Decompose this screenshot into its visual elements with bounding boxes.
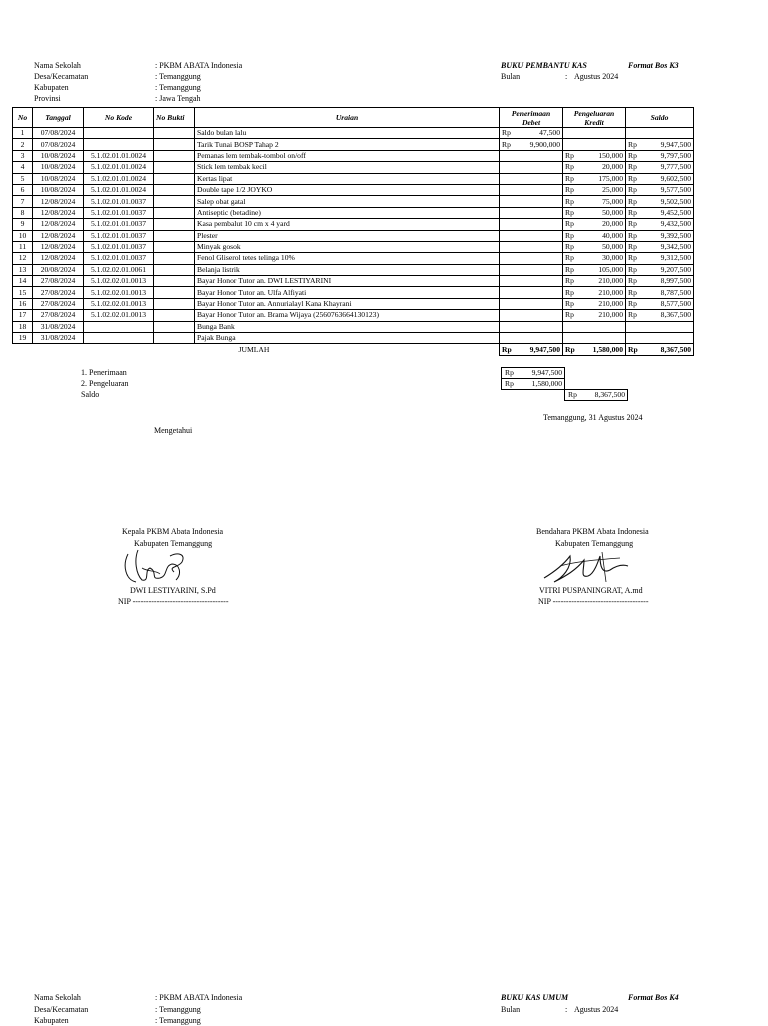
cell-kode: 5.1.02.01.01.0037 [84, 219, 154, 230]
cell-saldo-currency: Rp [626, 162, 643, 173]
table-row [13, 219, 694, 230]
cell-kode: 5.1.02.01.01.0037 [84, 196, 154, 207]
label-nama-sekolah: Nama Sekolah [34, 61, 81, 70]
cell-saldo-currency: Rp [626, 310, 643, 321]
cell-kode: 5.1.02.01.01.0037 [84, 241, 154, 252]
cell-bukti [154, 241, 195, 252]
cell-bukti [154, 321, 195, 332]
cell-saldo-currency: Rp [626, 196, 643, 207]
month-separator: : [565, 72, 568, 81]
cell-uraian: Antiseptic (betadine) [195, 207, 500, 218]
table-row [13, 287, 694, 298]
table-row [13, 173, 694, 184]
cell-uraian: Double tape 1/2 JOYKO [195, 184, 500, 195]
cell-debet [517, 219, 563, 230]
format-code: Format Bos K3 [628, 61, 679, 70]
ledger-body [13, 128, 694, 344]
cell-no: 7 [13, 196, 33, 207]
right-signer-title: Bendahara PKBM Abata Indonesia [536, 527, 649, 536]
cell-kode [84, 139, 154, 150]
cell-no: 19 [13, 333, 33, 344]
cell-debet-currency [500, 253, 517, 264]
cell-kode [84, 128, 154, 139]
cell-kredit-currency [563, 128, 580, 139]
cell-uraian: Bunga Bank [195, 321, 500, 332]
cell-saldo-currency: Rp [626, 287, 643, 298]
cell-debet-currency [500, 276, 517, 287]
cell-tanggal: 31/08/2024 [33, 321, 84, 332]
cell-debet [517, 184, 563, 195]
cell-tanggal: 10/08/2024 [33, 184, 84, 195]
cell-kredit-currency: Rp [563, 264, 580, 275]
cell-saldo: 9,207,500 [643, 264, 694, 275]
cell-kredit-currency: Rp [563, 150, 580, 161]
summary-penerimaan-box [501, 367, 565, 378]
next-value-nama-sekolah: : PKBM ABATA Indonesia [155, 993, 243, 1002]
cell-debet [517, 207, 563, 218]
summary-penerimaan-value: 9,947,500 [531, 368, 562, 377]
cell-saldo: 8,787,500 [643, 287, 694, 298]
cell-debet: 47,500 [517, 128, 563, 139]
next-label-nama-sekolah: Nama Sekolah [34, 993, 81, 1002]
next-label-desa-kecamatan: Desa/Kecamatan [34, 1005, 89, 1014]
cell-no: 4 [13, 162, 33, 173]
cell-debet-currency [500, 310, 517, 321]
cell-saldo: 9,452,500 [643, 207, 694, 218]
cell-saldo: 9,312,500 [643, 253, 694, 264]
cell-saldo [643, 321, 694, 332]
cell-bukti [154, 184, 195, 195]
cell-no: 17 [13, 310, 33, 321]
summary-saldo-box [564, 389, 628, 401]
cell-tanggal: 12/08/2024 [33, 196, 84, 207]
table-row [13, 241, 694, 252]
cell-bukti [154, 219, 195, 230]
cell-kredit-currency: Rp [563, 230, 580, 241]
cell-saldo [643, 128, 694, 139]
cell-debet [517, 287, 563, 298]
cell-kredit: 210,000 [580, 298, 626, 309]
cell-debet-currency [500, 321, 517, 332]
cell-kode [84, 321, 154, 332]
cell-debet-currency [500, 173, 517, 184]
col-header-tanggal: Tanggal [33, 108, 84, 128]
cell-debet [517, 162, 563, 173]
cell-kredit-currency [563, 321, 580, 332]
cell-debet [517, 264, 563, 275]
cell-kredit-currency: Rp [563, 276, 580, 287]
cell-kredit-currency: Rp [563, 287, 580, 298]
cell-kredit [580, 333, 626, 344]
cell-uraian: Stick lem tembak kecil [195, 162, 500, 173]
table-row [13, 230, 694, 241]
cell-no: 15 [13, 287, 33, 298]
cell-kredit: 30,000 [580, 253, 626, 264]
cell-tanggal: 12/08/2024 [33, 253, 84, 264]
cell-kode: 5.1.02.01.01.0024 [84, 162, 154, 173]
cell-kode: 5.1.02.01.01.0037 [84, 230, 154, 241]
cell-tanggal: 12/08/2024 [33, 207, 84, 218]
cell-no: 13 [13, 264, 33, 275]
left-signature-image [120, 546, 195, 588]
cell-saldo: 9,777,500 [643, 162, 694, 173]
cell-saldo: 9,577,500 [643, 184, 694, 195]
cell-kredit: 50,000 [580, 241, 626, 252]
summary-pengeluaran-value: 1,580,000 [531, 379, 562, 388]
cell-bukti [154, 287, 195, 298]
table-row [13, 196, 694, 207]
cell-debet-currency: Rp [500, 139, 517, 150]
cell-kredit-currency: Rp [563, 196, 580, 207]
cell-kode: 5.1.02.02.01.0013 [84, 298, 154, 309]
label-desa-kecamatan: Desa/Kecamatan [34, 72, 89, 81]
table-row [13, 128, 694, 139]
cell-no: 10 [13, 230, 33, 241]
cell-debet-currency [500, 150, 517, 161]
cell-saldo: 9,432,500 [643, 219, 694, 230]
total-saldo: 8,367,500 [643, 344, 694, 355]
cell-saldo-currency: Rp [626, 139, 643, 150]
book-title: BUKU PEMBANTU KAS [501, 61, 587, 70]
cell-debet [517, 150, 563, 161]
cell-debet [517, 173, 563, 184]
cell-tanggal: 12/08/2024 [33, 241, 84, 252]
total-saldo-currency: Rp [626, 344, 643, 355]
cell-debet [517, 253, 563, 264]
cell-uraian: Belanja listrik [195, 264, 500, 275]
cell-tanggal: 10/08/2024 [33, 173, 84, 184]
next-value-kabupaten: : Temanggung [155, 1016, 201, 1025]
cell-debet: 9,900,000 [517, 139, 563, 150]
cell-kredit-currency: Rp [563, 184, 580, 195]
cell-bukti [154, 139, 195, 150]
month-label: Bulan [501, 72, 521, 81]
next-book-title: BUKU KAS UMUM [501, 993, 569, 1002]
cell-kode [84, 333, 154, 344]
col-header-no: No [13, 108, 33, 128]
cell-kredit: 210,000 [580, 310, 626, 321]
cell-kredit: 20,000 [580, 162, 626, 173]
table-row [13, 321, 694, 332]
cell-no: 9 [13, 219, 33, 230]
cell-debet [517, 196, 563, 207]
table-header-row [13, 108, 694, 128]
value-provinsi: : Jawa Tengah [155, 94, 201, 103]
cell-no: 2 [13, 139, 33, 150]
cell-kode: 5.1.02.02.01.0013 [84, 287, 154, 298]
cell-no: 16 [13, 298, 33, 309]
ledger-table [12, 107, 694, 356]
cell-kredit-currency: Rp [563, 173, 580, 184]
cell-tanggal: 27/08/2024 [33, 276, 84, 287]
table-row [13, 139, 694, 150]
summary-pengeluaran-label: 2. Pengeluaran [81, 379, 129, 388]
table-row [13, 150, 694, 161]
col-header-kode: No Kode [84, 108, 154, 128]
cell-bukti [154, 298, 195, 309]
left-signer-region: Kabupaten Temanggung [134, 539, 213, 548]
cell-kredit: 40,000 [580, 230, 626, 241]
cell-uraian: Tarik Tunai BOSP Tahap 2 [195, 139, 500, 150]
cell-kode: 5.1.02.02.01.0013 [84, 276, 154, 287]
cell-tanggal: 10/08/2024 [33, 162, 84, 173]
cell-kode: 5.1.02.01.01.0037 [84, 253, 154, 264]
summary-saldo-label: Saldo [81, 390, 100, 399]
next-month-value: Agustus 2024 [574, 1005, 619, 1014]
total-debet-currency: Rp [500, 344, 517, 355]
cell-kredit-currency: Rp [563, 219, 580, 230]
cell-debet-currency [500, 264, 517, 275]
cell-kredit-currency: Rp [563, 253, 580, 264]
cell-kredit [580, 139, 626, 150]
cell-no: 1 [13, 128, 33, 139]
left-signer-name: DWI LESTIYARINI, S.Pd [130, 586, 216, 595]
cell-tanggal: 27/08/2024 [33, 298, 84, 309]
cell-uraian: Kertas lipat [195, 173, 500, 184]
left-signer-nip: NIP ------------------------------------ [118, 597, 229, 606]
cell-kredit-currency: Rp [563, 241, 580, 252]
cell-debet-currency [500, 333, 517, 344]
cell-bukti [154, 276, 195, 287]
next-label-kabupaten: Kabupaten [34, 1016, 69, 1025]
cell-bukti [154, 333, 195, 344]
next-format-code: Format Bos K4 [628, 993, 679, 1002]
col-header-bukti: No Bukti [154, 108, 195, 128]
cell-saldo-currency: Rp [626, 276, 643, 287]
table-row [13, 207, 694, 218]
cell-kredit [580, 128, 626, 139]
cell-no: 14 [13, 276, 33, 287]
cell-debet [517, 333, 563, 344]
cell-debet [517, 276, 563, 287]
cell-kredit: 50,000 [580, 207, 626, 218]
cell-kode: 5.1.02.01.01.0037 [84, 207, 154, 218]
cell-saldo-currency: Rp [626, 219, 643, 230]
table-row [13, 253, 694, 264]
value-kabupaten: : Temanggung [155, 83, 201, 92]
cell-kredit [580, 321, 626, 332]
cell-bukti [154, 310, 195, 321]
mengetahui-label: Mengetahui [154, 426, 193, 435]
cell-saldo-currency: Rp [626, 264, 643, 275]
summary-pengeluaran-currency: Rp [505, 379, 514, 388]
cell-saldo: 9,502,500 [643, 196, 694, 207]
cell-kredit: 75,000 [580, 196, 626, 207]
cell-saldo-currency: Rp [626, 241, 643, 252]
cell-saldo-currency [626, 128, 643, 139]
cell-tanggal: 27/08/2024 [33, 287, 84, 298]
cell-debet-currency [500, 162, 517, 173]
cell-bukti [154, 253, 195, 264]
cell-bukti [154, 150, 195, 161]
cell-tanggal: 07/08/2024 [33, 128, 84, 139]
cell-kredit: 25,000 [580, 184, 626, 195]
cell-saldo-currency: Rp [626, 173, 643, 184]
label-kabupaten: Kabupaten [34, 83, 69, 92]
cell-uraian: Pemanas lem tembak-tombol on/off [195, 150, 500, 161]
cell-bukti [154, 128, 195, 139]
cell-debet-currency [500, 219, 517, 230]
cell-debet [517, 321, 563, 332]
cell-uraian: Bayar Honor Tutor an. Ulfa Alfiyati [195, 287, 500, 298]
cell-saldo: 9,797,500 [643, 150, 694, 161]
cell-uraian: Bayar Honor Tutor an. DWI LESTIYARINI [195, 276, 500, 287]
cell-saldo-currency [626, 333, 643, 344]
cell-no: 12 [13, 253, 33, 264]
table-row [13, 264, 694, 275]
cell-saldo-currency: Rp [626, 184, 643, 195]
cell-debet-currency [500, 298, 517, 309]
cell-uraian: Saldo bulan lalu [195, 128, 500, 139]
right-signature-image [540, 548, 632, 586]
cell-saldo [643, 333, 694, 344]
cell-kredit-currency [563, 333, 580, 344]
col-header-kredit: Pengeluaran Kredit [563, 108, 626, 128]
cell-kredit-currency: Rp [563, 310, 580, 321]
cell-tanggal: 12/08/2024 [33, 230, 84, 241]
cell-uraian: Kasa pembalut 10 cm x 4 yard [195, 219, 500, 230]
cell-uraian: Bayar Honor Tutor an. Annurialayl Kana Khayrani [195, 298, 500, 309]
cell-tanggal: 20/08/2024 [33, 264, 84, 275]
cell-no: 6 [13, 184, 33, 195]
cell-kode: 5.1.02.01.01.0024 [84, 184, 154, 195]
cell-bukti [154, 264, 195, 275]
table-row [13, 310, 694, 321]
cell-bukti [154, 173, 195, 184]
cell-no: 5 [13, 173, 33, 184]
cell-tanggal: 27/08/2024 [33, 310, 84, 321]
cell-saldo: 9,342,500 [643, 241, 694, 252]
summary-saldo-value: 8,367,500 [594, 390, 625, 399]
cell-no: 8 [13, 207, 33, 218]
next-value-desa-kecamatan: : Temanggung [155, 1005, 201, 1014]
cell-kredit: 175,000 [580, 173, 626, 184]
cell-uraian: Fenol Gliserol tetes telinga 10% [195, 253, 500, 264]
cell-kredit: 20,000 [580, 219, 626, 230]
cell-tanggal: 31/08/2024 [33, 333, 84, 344]
cell-bukti [154, 207, 195, 218]
cell-debet [517, 310, 563, 321]
value-desa-kecamatan: : Temanggung [155, 72, 201, 81]
table-row [13, 184, 694, 195]
cell-saldo-currency: Rp [626, 253, 643, 264]
cell-kredit: 210,000 [580, 276, 626, 287]
cell-debet [517, 241, 563, 252]
cell-uraian: Salep obat gatal [195, 196, 500, 207]
cell-saldo: 9,392,500 [643, 230, 694, 241]
cell-no: 18 [13, 321, 33, 332]
cell-uraian: Pajak Bunga [195, 333, 500, 344]
cell-saldo: 8,997,500 [643, 276, 694, 287]
cell-kredit-currency: Rp [563, 207, 580, 218]
cell-bukti [154, 230, 195, 241]
cell-debet [517, 298, 563, 309]
right-signer-region: Kabupaten Temanggung [555, 539, 634, 548]
cell-uraian: Bayar Honor Tutor an. Brama Wijaya (2560763664130123) [195, 310, 500, 321]
col-header-debet: Penerimaan Debet [500, 108, 563, 128]
month-value: Agustus 2024 [574, 72, 619, 81]
table-row [13, 276, 694, 287]
cell-debet-currency [500, 241, 517, 252]
cell-bukti [154, 196, 195, 207]
cell-kredit-currency: Rp [563, 298, 580, 309]
cell-kode: 5.1.02.02.01.0061 [84, 264, 154, 275]
total-kredit-currency: Rp [563, 344, 580, 355]
next-month-separator: : [565, 1005, 568, 1014]
cell-saldo: 8,367,500 [643, 310, 694, 321]
cell-kode: 5.1.02.01.01.0024 [84, 173, 154, 184]
value-nama-sekolah: : PKBM ABATA Indonesia [155, 61, 243, 70]
cell-saldo-currency: Rp [626, 207, 643, 218]
cell-tanggal: 07/08/2024 [33, 139, 84, 150]
left-signer-title: Kepala PKBM Abata Indonesia [122, 527, 224, 536]
cell-kredit-currency [563, 139, 580, 150]
cell-debet-currency: Rp [500, 128, 517, 139]
summary-pengeluaran-box [501, 378, 565, 390]
cell-tanggal: 12/08/2024 [33, 219, 84, 230]
cell-debet-currency [500, 184, 517, 195]
cell-uraian: Minyak gosok [195, 241, 500, 252]
cell-saldo: 9,602,500 [643, 173, 694, 184]
total-label: JUMLAH [13, 344, 500, 355]
place-date: Temanggung, 31 Agustus 2024 [543, 413, 643, 422]
next-month-label: Bulan [501, 1005, 521, 1014]
col-header-uraian: Uraian [195, 108, 500, 128]
cell-debet-currency [500, 230, 517, 241]
total-kredit: 1,580,000 [580, 344, 626, 355]
cell-saldo: 8,577,500 [643, 298, 694, 309]
summary-penerimaan-label: 1. Penerimaan [81, 368, 127, 377]
cell-debet-currency [500, 196, 517, 207]
summary-penerimaan-currency: Rp [505, 368, 514, 377]
cell-kode: 5.1.02.01.01.0024 [84, 150, 154, 161]
label-provinsi: Provinsi [34, 94, 61, 103]
cell-debet-currency [500, 287, 517, 298]
cell-saldo: 9,947,500 [643, 139, 694, 150]
total-row [13, 344, 694, 355]
cell-debet [517, 230, 563, 241]
cell-kredit: 150,000 [580, 150, 626, 161]
table-row [13, 162, 694, 173]
cell-kredit: 210,000 [580, 287, 626, 298]
table-row [13, 298, 694, 309]
right-signer-nip: NIP ------------------------------------ [538, 597, 649, 606]
cell-kode: 5.1.02.02.01.0013 [84, 310, 154, 321]
cell-saldo-currency [626, 321, 643, 332]
cell-debet-currency [500, 207, 517, 218]
summary-saldo-currency: Rp [568, 390, 577, 399]
cell-no: 3 [13, 150, 33, 161]
cell-saldo-currency: Rp [626, 150, 643, 161]
col-header-saldo: Saldo [626, 108, 694, 128]
table-row [13, 333, 694, 344]
total-debet: 9,947,500 [517, 344, 563, 355]
cell-kredit: 105,000 [580, 264, 626, 275]
cell-saldo-currency: Rp [626, 230, 643, 241]
cell-bukti [154, 162, 195, 173]
cell-kredit-currency: Rp [563, 162, 580, 173]
cell-saldo-currency: Rp [626, 298, 643, 309]
cell-uraian: Plester [195, 230, 500, 241]
right-signer-name: VITRI PUSPANINGRAT, A.md [539, 586, 643, 595]
cell-no: 11 [13, 241, 33, 252]
cell-tanggal: 10/08/2024 [33, 150, 84, 161]
